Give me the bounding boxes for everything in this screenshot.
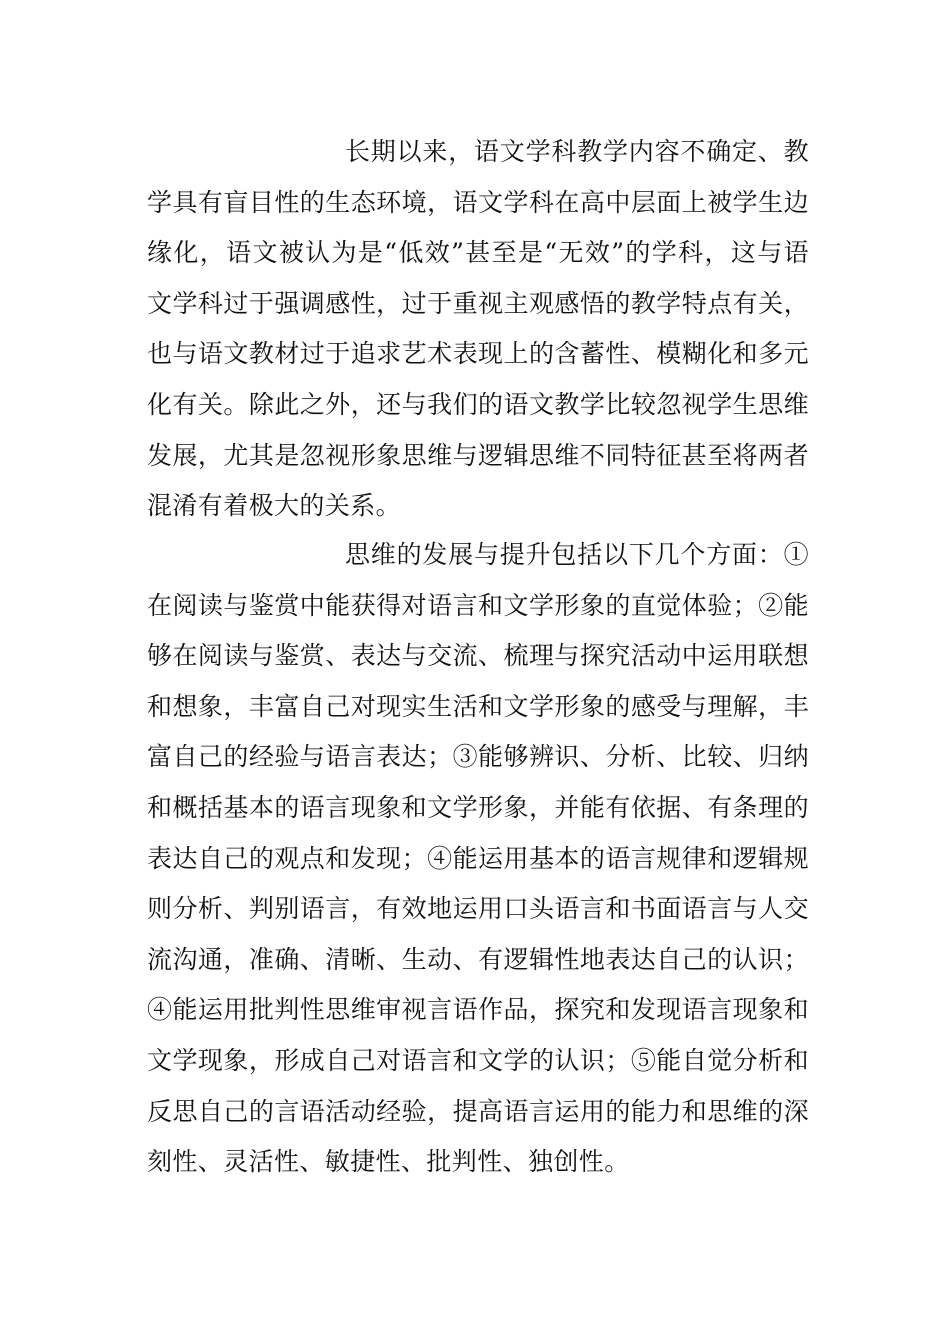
paragraph-language-teaching-problems: 长期以来，语文学科教学内容不确定、教学具有盲目性的生态环境，语文学科在高中层面上被学生边缘化，语文被认为是“低效”甚至是“无效”的学科，这与语文学科过于强调感性，过于重视主观感悟的教学特点有关，也与语文教材过于追求艺术表现上的含蓄性、模糊化和多元化有关。除此之外，还与我们的语文教学比较忽视学生思维发展，尤其是忽视形象思维与逻辑思维不同特征甚至将两者混淆有着极大的关系。 — [147, 137, 809, 521]
paragraph-thinking-development: 思维的发展与提升包括以下几个方面：①在阅读与鉴赏中能获得对语言和文学形象的直觉体验；②能够在阅读与鉴赏、表达与交流、梳理与探究活动中运用联想和想象，丰富自己对现实生活和文学形象的感受与理解，丰富自己的经验与语言表达；③能够辨识、分析、比较、归纳和概括基本的语言现象和文学形象，并能有依据、有条理的表达自己的观点和发现；④能运用基本的语言规律和逻辑规则分析、判别语言，有效地运用口头语言和书面语言与人交流沟通，准确、清晰、生动、有逻辑性地表达自己的认识；④能运用批判性思维审视言语作品，探究和发现语言现象和文学现象，形成自己对语言和文学的认识；⑤能自觉分析和反思自己的言语活动经验，提高语言运用的能力和思维的深刻性、灵活性、敏捷性、批判性、独创性。 — [147, 540, 809, 1177]
